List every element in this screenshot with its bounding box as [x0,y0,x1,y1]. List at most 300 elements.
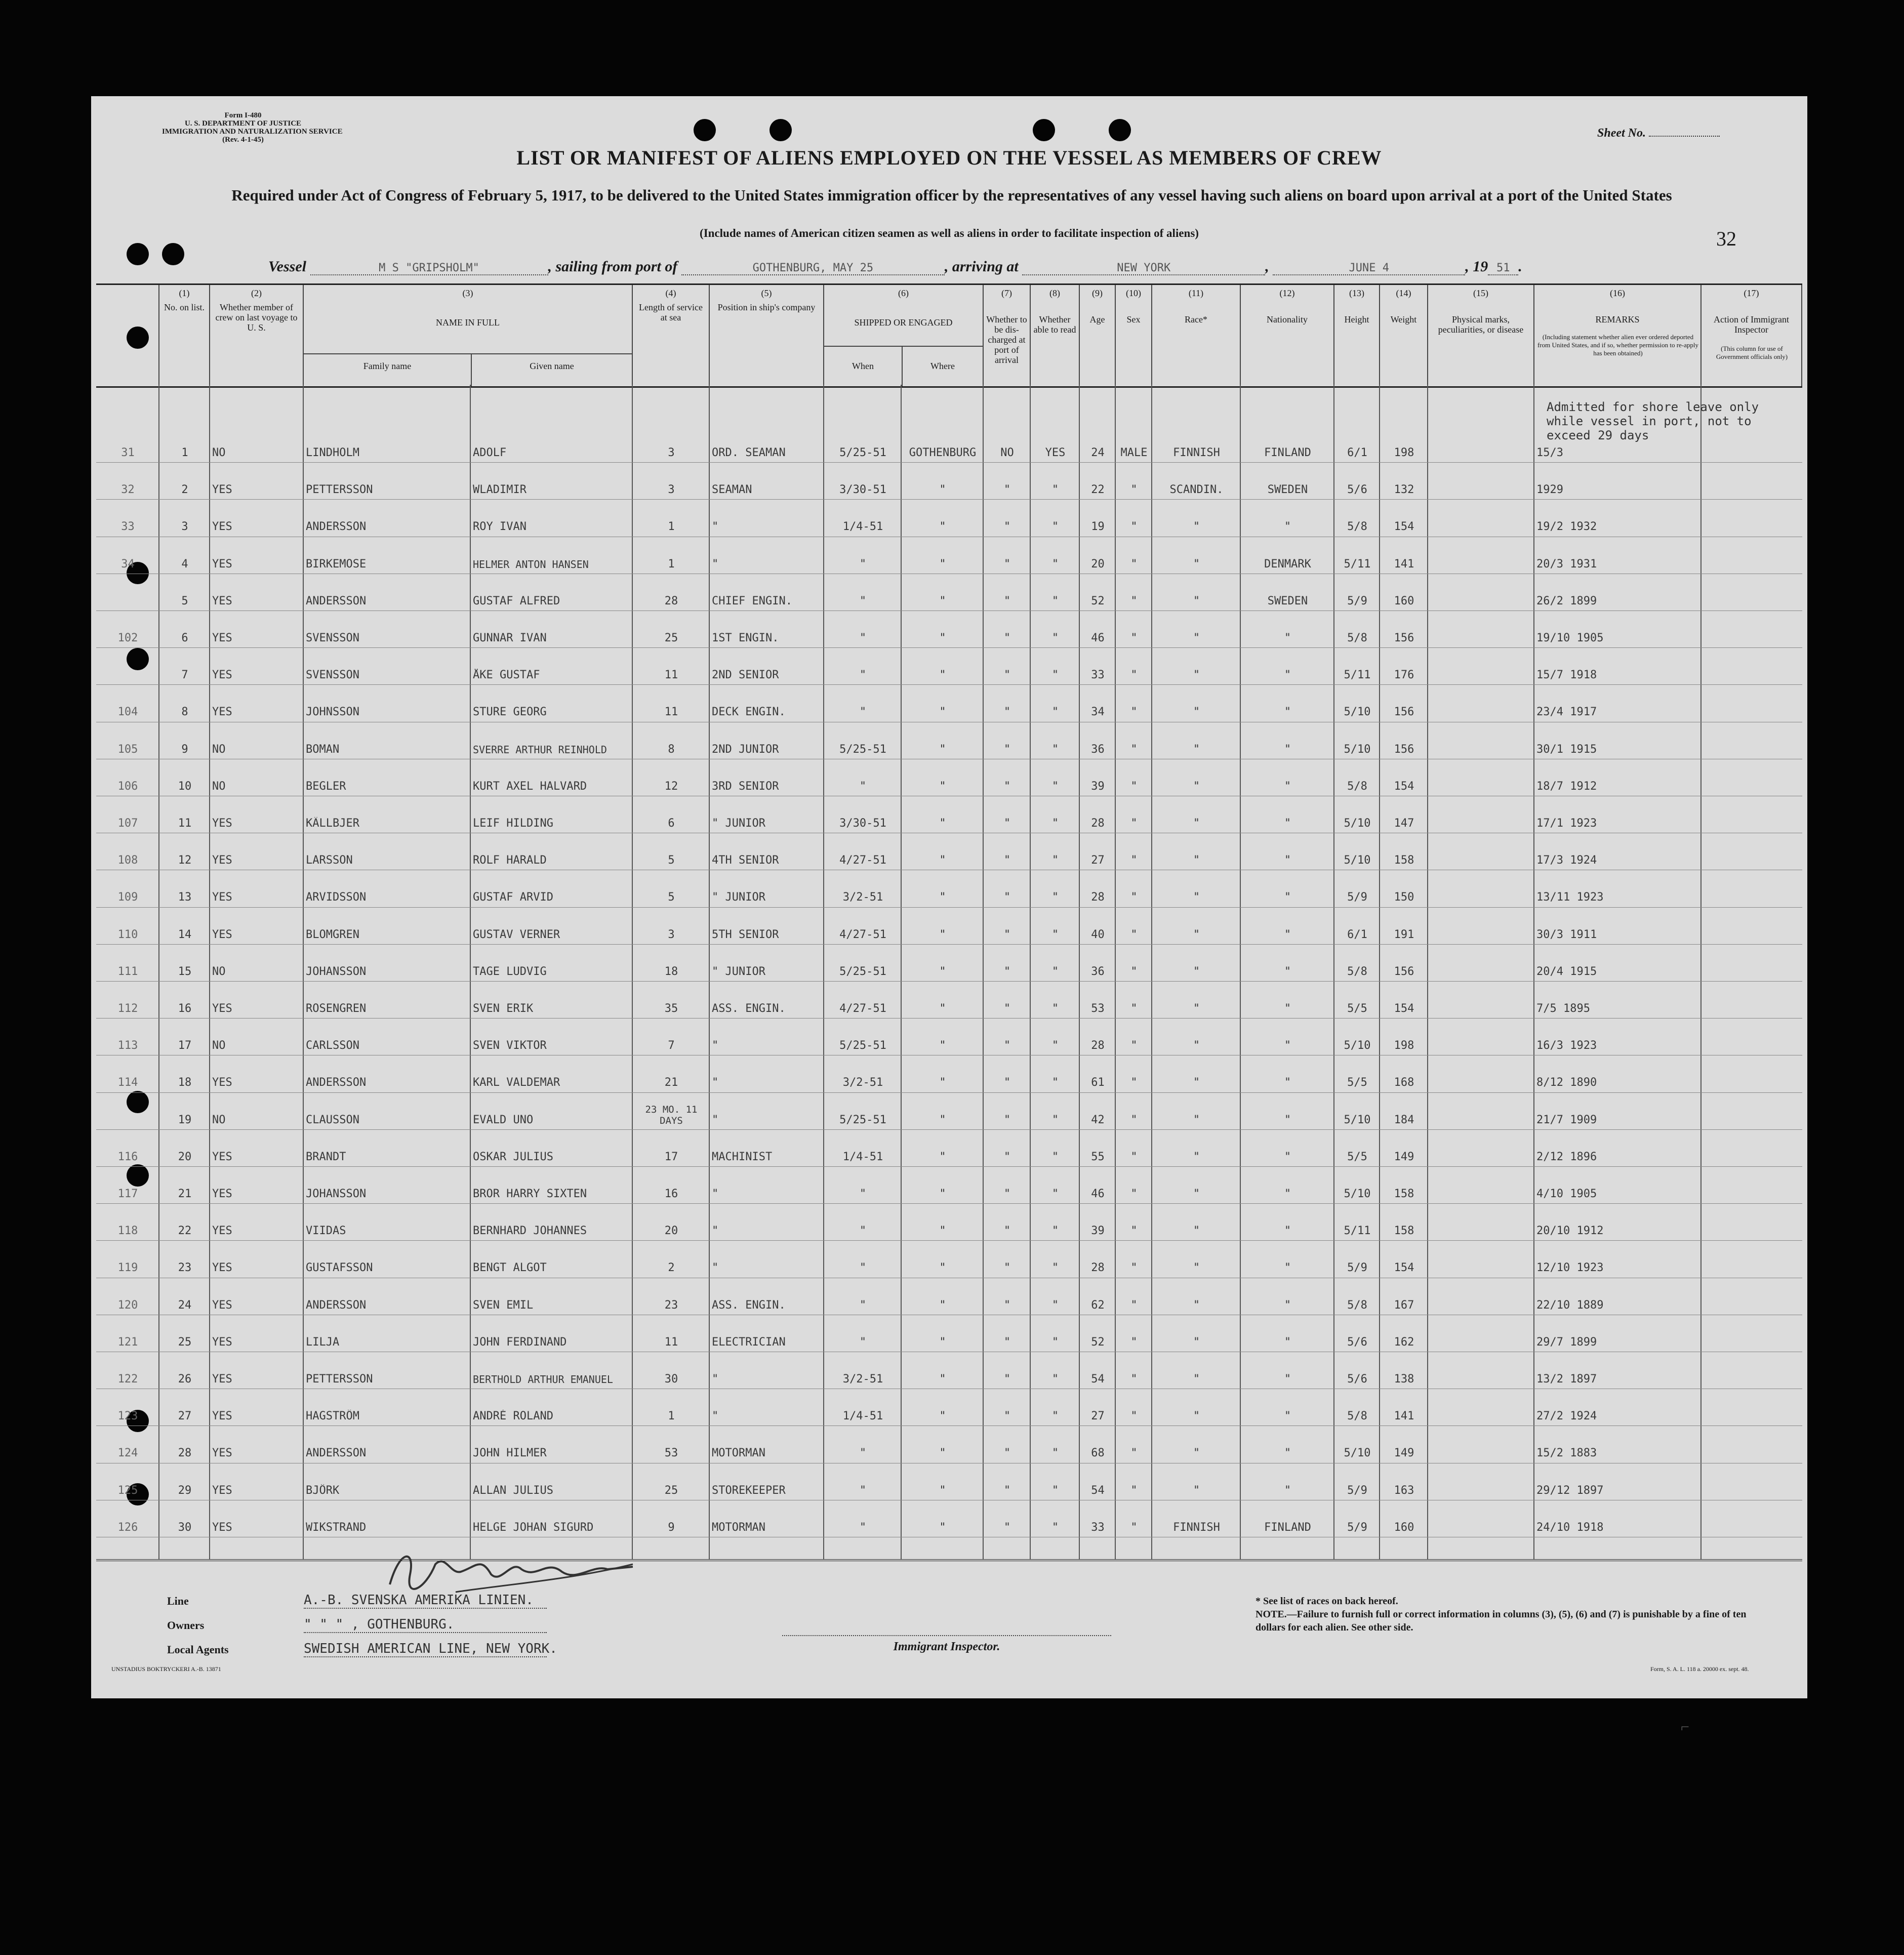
cell-ref: 32 [121,483,135,497]
cell-remarks: 13/11 1923 [1536,891,1604,904]
cell-where: " [939,743,946,756]
cell-race: " [1193,965,1200,978]
cell-age: 52 [1091,1335,1105,1349]
cell-position: 5TH SENIOR [712,928,779,941]
cell-position: CHIEF ENGIN. [712,594,792,607]
cell-remarks: 2/12 1896 [1536,1150,1597,1163]
cell-nat: " [1284,1039,1291,1052]
cell-given: STURE GEORG [473,706,547,719]
cell-disch: " [1003,1076,1011,1089]
cell-service: 1 [668,520,675,534]
arrival-year: 51 [1488,262,1518,275]
cell-nat: " [1284,1410,1291,1423]
cell-given: HELMER ANTON HANSEN [473,558,589,571]
cell-given: ÅKE GUSTAF [473,669,540,682]
cell-where: " [939,483,946,497]
cell-no: 2 [181,483,188,497]
header-col-number: (6) [898,288,909,298]
cell-weight: 158 [1394,854,1414,867]
cell-height: 5/8 [1347,780,1367,793]
punch-hole [769,119,792,141]
cell-family: LILJA [306,1335,340,1349]
cell-position: ASS. ENGIN. [712,1002,786,1015]
cell-position: " [712,557,719,571]
cell-disch: " [1003,706,1011,719]
table-row [96,907,1802,944]
cell-nat: " [1284,1298,1291,1312]
header-col-label: SHIPPED OR ENGAGED [854,317,953,328]
cell-given: WLADIMIR [473,483,526,497]
cell-age: 33 [1091,1521,1105,1534]
cell-ref: 106 [117,780,138,793]
cell-read: " [1051,891,1059,904]
cell-height: 5/11 [1344,1225,1371,1238]
cell-weight: 168 [1394,1076,1414,1089]
cell-service: 6 [668,817,675,830]
cell-weight: 198 [1394,1039,1414,1052]
cell-sex: " [1130,669,1138,682]
corner-mark: ⌐ [1681,1719,1689,1735]
cell-position: 2ND SENIOR [712,669,779,682]
cell-given: TAGE LUDVIG [473,965,547,978]
cell-disch: " [1003,1410,1011,1423]
agents-value: SWEDISH AMERICAN LINE, NEW YORK. [304,1641,557,1656]
header-col-number: (10) [1126,288,1141,298]
immigrant-inspector: Immigrant Inspector. [782,1635,1111,1654]
header-col-number: (12) [1279,288,1295,298]
cell-sex: " [1130,891,1138,904]
cell-race: " [1193,780,1200,793]
cell-no: 19 [178,1113,192,1126]
inclusion-note: (Include names of American citizen seamen as well as aliens in order to facilitate inspection of aliens) [700,227,1199,239]
header-col-label: Race* [1185,314,1207,324]
cell-ref: 122 [117,1373,138,1386]
cell-disch: " [1003,1298,1011,1312]
cell-position: " [712,1113,719,1126]
header-col-number: (15) [1473,288,1488,298]
cell-height: 6/1 [1347,928,1367,941]
cell-prev: YES [212,1410,232,1423]
cell-race: " [1193,1076,1200,1089]
cell-weight: 160 [1394,594,1414,607]
cell-no: 6 [181,632,188,644]
cell-nat: FINLAND [1264,1521,1311,1534]
cell-service: 23 MO. 11 DAYS [645,1104,698,1126]
cell-when: 1/4-51 [842,520,883,534]
cell-age: 36 [1091,743,1105,756]
table-row [96,759,1802,796]
cell-remarks: 17/3 1924 [1536,854,1597,867]
cell-when: 1/4-51 [842,1410,883,1423]
punch-hole [694,119,716,141]
cell-age: 28 [1091,891,1105,904]
cell-no: 7 [181,669,188,682]
cell-prev: YES [212,1188,232,1200]
cell-sex: " [1130,1188,1138,1200]
cell-sex: " [1130,1261,1138,1275]
cell-weight: 154 [1394,520,1414,534]
header-col-label: Whether able to read [1033,314,1076,335]
cell-position: STOREKEEPER [712,1484,786,1497]
header-col-2 [210,285,304,386]
cell-nat: " [1284,1150,1291,1163]
cell-no: 3 [181,520,188,534]
arriving-label: , arriving at [944,258,1019,275]
cell-remarks: 4/10 1905 [1536,1188,1597,1200]
cell-sex: " [1130,965,1138,978]
owners-label: Owners [167,1619,205,1632]
cell-given: KURT AXEL HALVARD [473,780,587,793]
penalty-note: NOTE.—Failure to furnish full or correct information in columns (3), (5), (6) and (7) is punishable by a fine of ten dollars for each alien. See other side. [1255,1609,1747,1633]
cell-age: 28 [1091,1261,1105,1275]
header-col-label: Sex [1126,314,1141,324]
cell-family: BLOMGREN [306,928,359,941]
cell-height: 5/8 [1347,632,1367,644]
service: IMMIGRATION AND NATURALIZATION SERVICE [162,128,343,136]
cell-age: 28 [1091,1039,1105,1052]
cell-remarks: 7/5 1895 [1536,1002,1590,1015]
header-col-8 [1031,285,1080,386]
cell-age: 36 [1091,965,1105,978]
cell-no: 13 [178,891,192,904]
cell-nat: " [1284,1447,1291,1460]
cell-service: 3 [668,928,675,941]
cell-nat: " [1284,891,1291,904]
cell-given: ROY IVAN [473,520,526,534]
subheader-given-name: Given name [530,361,574,371]
cell-position: MOTORMAN [712,1447,765,1460]
footer-block [167,1593,557,1667]
cell-when: 3/2-51 [842,1076,883,1089]
cell-prev: YES [212,1002,232,1015]
table-row [96,870,1802,907]
header-subdivider [902,346,903,386]
line-label: Line [167,1595,189,1607]
cell-when: " [859,1484,867,1497]
cell-read: " [1051,1261,1059,1275]
cell-service: 3 [668,446,675,459]
cell-remarks: 30/1 1915 [1536,743,1597,756]
cell-given: OSKAR JULIUS [473,1150,553,1163]
cell-position: " [712,1410,719,1423]
cell-where: " [939,817,946,830]
table-row [96,1389,1802,1425]
table-row [96,1240,1802,1277]
port-from: GOTHENBURG, MAY 25 [681,262,945,275]
header-col-label: Whether member of crew on last voyage to U. S. [215,302,298,333]
header-col-label: Action of Immigrant Inspector [1714,314,1789,335]
cell-read: " [1051,1039,1059,1052]
header-col-number: (5) [761,288,772,298]
cell-prev: YES [212,891,232,904]
cell-family: JOHNSSON [306,706,359,719]
cell-sex: " [1130,1447,1138,1460]
agents-label: Local Agents [167,1643,229,1656]
cell-height: 5/9 [1347,891,1367,904]
cell-when: " [859,1447,867,1460]
cell-read: " [1051,854,1059,867]
cell-height: 5/8 [1347,1298,1367,1312]
cell-family: ANDERSSON [306,1447,367,1460]
cell-no: 14 [178,928,192,941]
cell-height: 5/9 [1347,594,1367,607]
cell-when: 4/27-51 [839,928,886,941]
cell-disch: " [1003,594,1011,607]
cell-position: " [712,520,719,534]
printer-mark: UNSTADIUS BOKTRYCKERI A.-B. 13871 [111,1665,221,1673]
cell-when: " [859,780,867,793]
cell-no: 27 [178,1410,192,1423]
header-col-number: (14) [1396,288,1411,298]
cell-race: " [1193,1447,1200,1460]
cell-prev: YES [212,669,232,682]
cell-sex: " [1130,743,1138,756]
cell-disch: " [1003,743,1011,756]
cell-prev: NO [212,780,226,793]
cell-weight: 156 [1394,743,1414,756]
cell-when: " [859,594,867,607]
header-col-label: NAME IN FULL [436,317,500,328]
cell-when: " [859,1521,867,1534]
cell-service: 1 [668,1410,675,1423]
cell-service: 11 [664,706,678,719]
cell-race: " [1193,1261,1200,1275]
cell-sex: " [1130,928,1138,941]
cell-where: " [939,557,946,571]
cell-read: " [1051,965,1059,978]
cell-ref: 116 [117,1150,138,1163]
table-row [96,462,1802,499]
cell-weight: 141 [1394,1410,1414,1423]
cell-prev: YES [212,557,232,571]
cell-remarks: 18/7 1912 [1536,780,1597,793]
cell-prev: YES [212,1150,232,1163]
cell-family: PETTERSSON [306,1373,373,1386]
cell-ref: 113 [117,1039,138,1052]
cell-given: GUSTAV VERNER [473,928,560,941]
header-col-1 [159,285,210,386]
cell-prev: YES [212,1261,232,1275]
cell-given: ANDRÉ ROLAND [473,1410,553,1423]
cell-read: " [1051,1298,1059,1312]
cell-disch: " [1003,483,1011,497]
cell-age: 42 [1091,1113,1105,1126]
cell-height: 5/5 [1347,1150,1367,1163]
cell-sex: " [1130,1521,1138,1534]
cell-sex: MALE [1120,446,1148,459]
header-col-4 [633,285,710,386]
cell-sex: " [1130,1002,1138,1015]
cell-family: VIIDAS [306,1225,346,1238]
races-note [1255,1595,1762,1634]
cell-position: 4TH SENIOR [712,854,779,867]
cell-disch: " [1003,780,1011,793]
cell-read: " [1051,1188,1059,1200]
cell-no: 16 [178,1002,192,1015]
cell-race: " [1193,1484,1200,1497]
cell-disch: " [1003,1188,1011,1200]
cell-height: 5/9 [1347,1484,1367,1497]
header-col-number: (4) [665,288,676,298]
cell-service: 35 [664,1002,678,1015]
cell-prev: YES [212,1076,232,1089]
cell-when: 3/30-51 [839,817,886,830]
cell-family: ARVIDSSON [306,891,367,904]
header-col-label: Weight [1390,314,1417,324]
cell-race: " [1193,1410,1200,1423]
cell-no: 25 [178,1335,192,1349]
cell-family: BRANDT [306,1150,346,1163]
cell-prev: YES [212,520,232,534]
cell-family: ROSENGREN [306,1002,367,1015]
cell-prev: NO [212,1039,226,1052]
cell-sex: " [1130,1076,1138,1089]
cell-ref: 33 [121,520,135,534]
header-col-number: (17) [1744,288,1759,298]
cell-service: 16 [664,1188,678,1200]
cell-weight: 198 [1394,446,1414,459]
cell-given: BENGT ALGOT [473,1261,547,1275]
cell-prev: YES [212,928,232,941]
cell-race: " [1193,1373,1200,1386]
cell-race: " [1193,706,1200,719]
cell-read: " [1051,1113,1059,1126]
arrival-date: JUNE 4 [1273,262,1465,275]
cell-ref: 34 [121,557,135,571]
cell-position: " [712,1039,719,1052]
cell-race: " [1193,743,1200,756]
cell-remarks: 20/3 1931 [1536,557,1597,571]
cell-family: ANDERSSON [306,1076,367,1089]
port-to: NEW YORK [1022,262,1265,275]
cell-ref: 126 [117,1521,138,1534]
cell-when: 5/25-51 [839,743,886,756]
subheader-family-name: Family name [363,361,412,371]
cell-height: 5/6 [1347,1373,1367,1386]
cell-height: 5/9 [1347,1521,1367,1534]
cell-remarks: 30/3 1911 [1536,928,1597,941]
cell-family: LINDHOLM [306,446,359,459]
cell-remarks: 15/3 [1536,446,1563,459]
cell-service: 53 [664,1447,678,1460]
cell-remarks: 26/2 1899 [1536,594,1597,607]
cell-ref: 120 [117,1298,138,1312]
cell-when: " [859,1225,867,1238]
cell-no: 11 [178,817,192,830]
cell-where: " [939,1188,946,1200]
page-title: LIST OR MANIFEST OF ALIENS EMPLOYED ON THE VESSEL AS MEMBERS OF CREW [516,146,1382,169]
header-ref-column [96,285,159,386]
page-number: 32 [1716,227,1736,250]
cell-remarks: 1929 [1536,483,1563,497]
cell-service: 25 [664,1484,678,1497]
cell-height: 5/11 [1344,557,1371,571]
cell-nat: " [1284,669,1291,682]
revision: (Rev. 4-1-45) [222,136,264,144]
cell-position: " [712,1076,719,1089]
cell-read: " [1051,557,1059,571]
cell-weight: 184 [1394,1113,1414,1126]
cell-ref: 105 [117,743,138,756]
cell-weight: 141 [1394,557,1414,571]
header-subdivider [471,353,472,386]
cell-service: 30 [664,1373,678,1386]
cell-sex: " [1130,557,1138,571]
header-col-9 [1080,285,1116,386]
cell-given: ADOLF [473,446,507,459]
cell-weight: 154 [1394,1002,1414,1015]
cell-family: SVENSSON [306,669,359,682]
table-row [96,1278,1802,1315]
cell-remarks: 21/7 1909 [1536,1113,1597,1126]
cell-position: DECK ENGIN. [712,706,786,719]
cell-no: 17 [178,1039,192,1052]
cell-weight: 191 [1394,928,1414,941]
cell-position: " [712,1225,719,1238]
cell-height: 5/5 [1347,1002,1367,1015]
cell-when: 5/25-51 [839,446,886,459]
cell-family: JOHANSSON [306,965,367,978]
cell-position: ELECTRICIAN [712,1335,786,1349]
cell-when: 5/25-51 [839,1113,886,1126]
cell-remarks: 17/1 1923 [1536,817,1597,830]
cell-read: " [1051,1447,1059,1460]
cell-remarks: 16/3 1923 [1536,1039,1597,1052]
cell-ref: 111 [117,965,138,978]
cell-height: 5/10 [1344,1039,1371,1052]
cell-age: 54 [1091,1484,1105,1497]
table-row [96,833,1802,870]
cell-family: ANDERSSON [306,594,367,607]
sheet-number [1597,127,1720,140]
cell-age: 19 [1091,520,1105,534]
cell-weight: 158 [1394,1188,1414,1200]
cell-position: " [712,1261,719,1275]
header-col-7 [984,285,1031,386]
header-col-11 [1152,285,1241,386]
cell-sex: " [1130,854,1138,867]
cell-service: 17 [664,1150,678,1163]
cell-nat: " [1284,965,1291,978]
cell-where: " [939,1521,946,1534]
cell-nat: " [1284,632,1291,644]
cell-given: ALLAN JULIUS [473,1484,553,1497]
cell-read: YES [1045,446,1066,459]
table-header [96,283,1802,388]
cell-ref: 124 [117,1447,138,1460]
table-row [96,1425,1802,1462]
cell-read: " [1051,632,1059,644]
cell-race: FINNISH [1173,446,1220,459]
cell-height: 5/10 [1344,1113,1371,1126]
cell-disch: " [1003,817,1011,830]
cell-race: " [1193,817,1200,830]
cell-position: " JUNIOR [712,817,765,830]
header-col-15 [1428,285,1534,386]
cell-weight: 149 [1394,1447,1414,1460]
cell-disch: " [1003,1447,1011,1460]
cell-service: 9 [668,1521,675,1534]
cell-when: " [859,557,867,571]
cell-sex: " [1130,594,1138,607]
cell-age: 20 [1091,557,1105,571]
table-row [96,1203,1802,1240]
cell-ref: 114 [117,1076,138,1089]
cell-age: 46 [1091,632,1105,644]
cell-prev: YES [212,594,232,607]
cell-sex: " [1130,1150,1138,1163]
cell-service: 25 [664,632,678,644]
